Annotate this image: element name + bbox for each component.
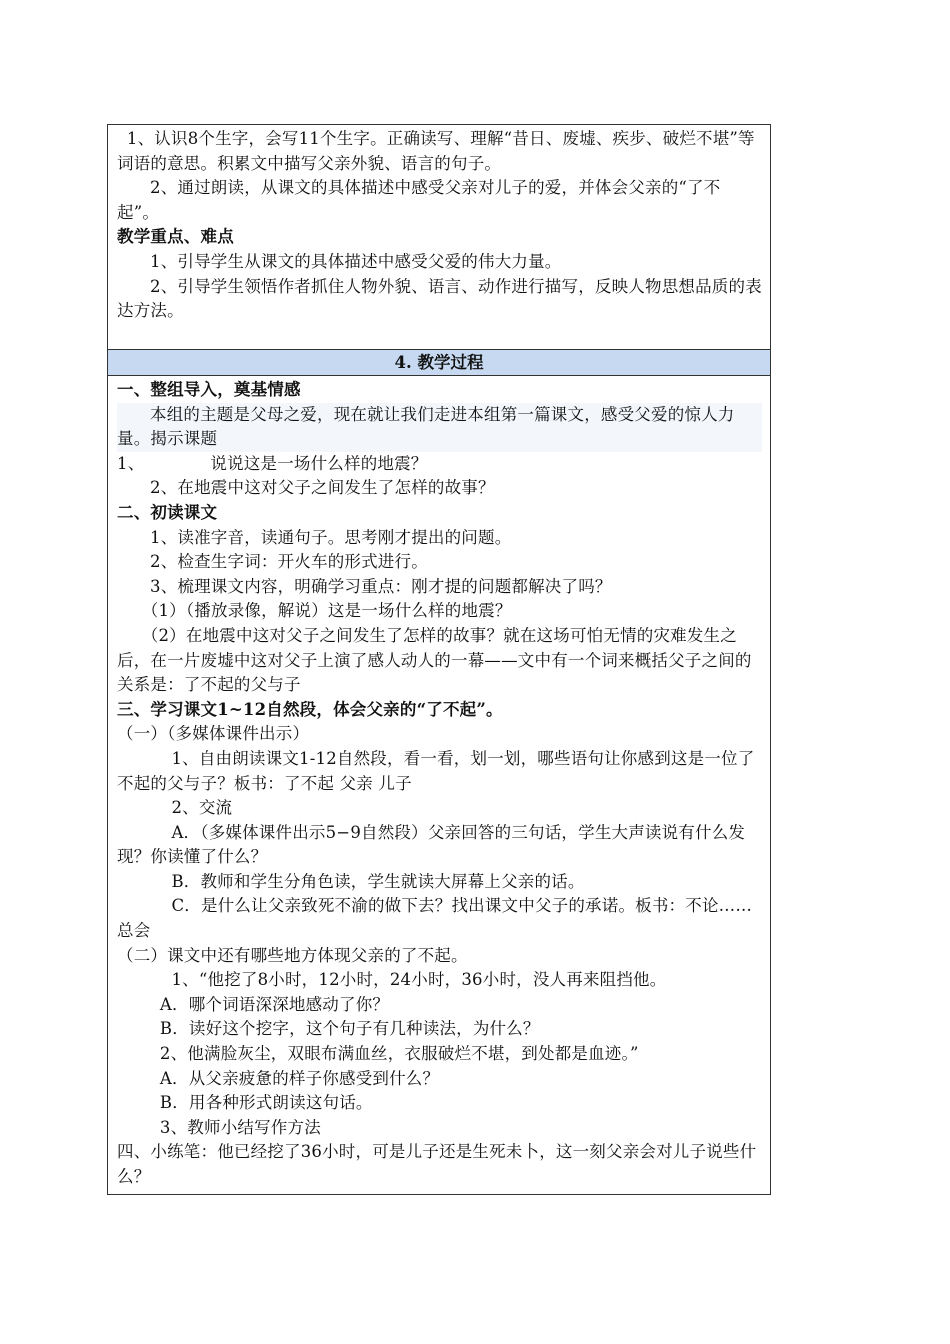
section-1-title: 一、整组导入，奠基情感: [117, 380, 301, 399]
section-2-title: 二、初读课文: [117, 502, 218, 522]
lesson-plan-table: [107, 124, 771, 1195]
question-text: 说说这是一场什么样的地震？: [210, 453, 428, 473]
section-2-item-1: 1、读准字音，读通句子。思考刚才提出的问题。: [150, 527, 512, 547]
section-3-part-2-item-1b: B．读好这个挖字，这个句子有几种读法，为什么？: [159, 1019, 540, 1039]
section-2-item-3b: （2）在地震中这对父子之间发生了怎样的故事？就在这场可怕无情的灾难发生之后，在一片废墟中这对父子上演了感人动人的一幕——文中有一个词来概括父子之间的关系是：了不起的父与子: [117, 625, 752, 695]
key-points-heading: 教学重点、难点: [117, 227, 234, 247]
section-3-part-2: （二）课文中还有哪些地方体现父亲的了不起。: [117, 945, 468, 965]
section-3-title: 三、学习课文1~12自然段，体会父亲的“了不起”。: [117, 699, 503, 719]
section-2-item-3: 3、梳理课文内容，明确学习重点：刚才提的问题都解决了吗？: [150, 576, 612, 596]
process-cell: [108, 376, 770, 1194]
section-1-question-2: 2、在地震中这对父子之间发生了怎样的故事？: [150, 478, 495, 498]
key-point-1: 1、引导学生从课文的具体描述中感受父爱的伟大力量。: [150, 251, 562, 271]
key-point-2: 2、引导学生领悟作者抓住人物外貌、语言、动作进行描写，反映人物思想品质的表达方法。: [117, 276, 762, 321]
objectives-cell: [108, 125, 770, 350]
objective-1: 1、认识8个生字，会写11个生字。正确读写、理解“昔日、废墟、疾步、破烂不堪”等词语的意思。积累文中描写父亲外貌、语言的句子。: [117, 129, 755, 173]
section-3-part-1-item-2a: A．（多媒体课件出示5−9自然段）父亲回答的三句话，学生大声读说有什么发现？你读懂了什么？: [117, 822, 746, 867]
section-3-part-2-item-2: 2、他满脸灰尘，双眼布满血丝，衣服破烂不堪，到处都是血迹。”: [159, 1044, 639, 1064]
section-3-part-1-item-2c: C．是什么让父亲致死不渝的做下去？找出课文中父子的承诺。板书：不论……总会: [117, 896, 753, 941]
section-3-part-2-item-2a: A．从父亲疲惫的样子你感受到什么？: [159, 1068, 440, 1088]
objective-2: 2、通过朗读，从课文的具体描述中感受父亲对儿子的爱，并体会父亲的“了不起”。: [117, 178, 721, 222]
section-3-part-2-item-3: 3、教师小结写作方法: [159, 1117, 321, 1137]
question-number: 1、: [117, 453, 145, 473]
process-header: 4. 教学过程: [108, 350, 770, 376]
section-3-part-1: （一）（多媒体课件出示）: [117, 724, 310, 744]
section-2-item-3a: （1）（播放录像，解说）这是一场什么样的地震？: [141, 601, 512, 621]
section-1-question-1: [117, 452, 762, 477]
section-2-item-2: 2、检查生字词：开火车的形式进行。: [150, 552, 428, 572]
section-3-part-2-item-1a: A．哪个词语深深地感动了你？: [159, 994, 390, 1014]
section-3-part-1-item-1: 1、自由朗读课文1-12自然段，看一看，划一划，哪些语句让你感到这是一位了不起的父与子？板书：了不起 父亲 儿子: [117, 748, 755, 793]
section-3-part-1-item-2b: B．教师和学生分角色读，学生就读大屏幕上父亲的话。: [171, 871, 585, 891]
section-3-part-2-item-1: 1、“他挖了8小时，12小时，24小时，36小时，没人再来阻挡他。: [171, 970, 667, 990]
section-3-part-2-item-2b: B．用各种形式朗读这句话。: [159, 1093, 373, 1113]
section-1-intro: 本组的主题是父母之爱，现在就让我们走进本组第一篇课文，感受父爱的惊人力量。揭示课题: [117, 403, 762, 452]
section-4-practice: 四、小练笔：他已经挖了36小时，可是儿子还是生死未卜，这一刻父亲会对儿子说些什么？: [117, 1142, 757, 1186]
section-3-part-1-item-2: 2、交流: [171, 798, 233, 818]
